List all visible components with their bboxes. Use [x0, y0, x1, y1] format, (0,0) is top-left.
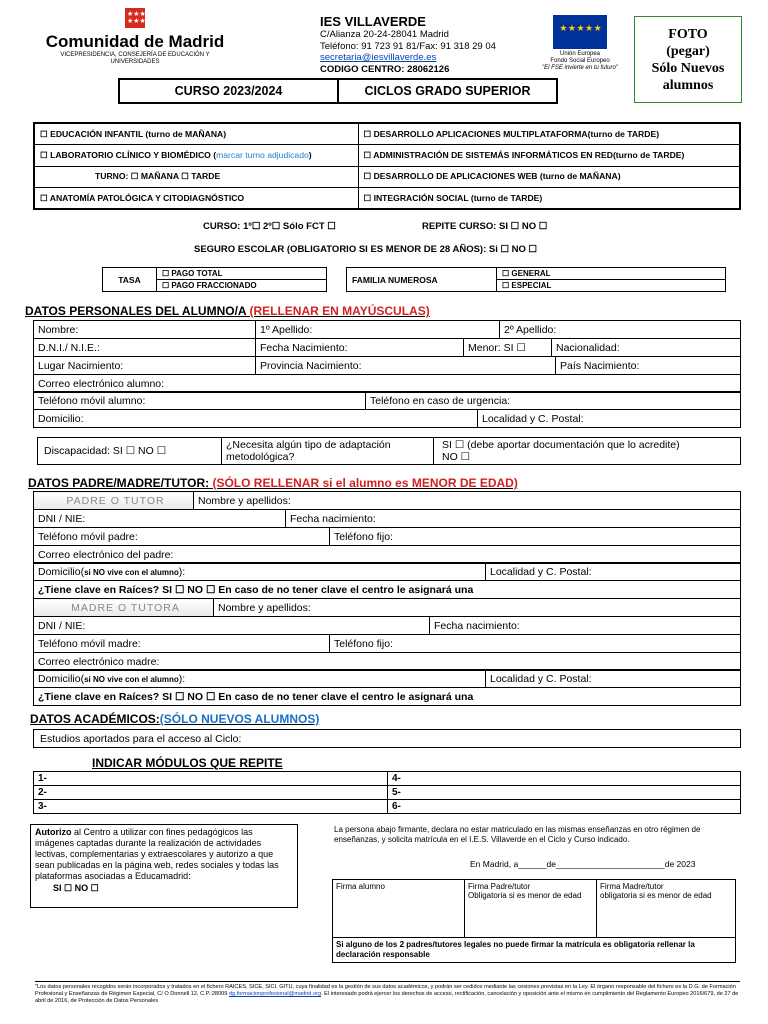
modulo-field[interactable]: 4- — [388, 772, 741, 786]
adaptacion-options[interactable] — [434, 438, 741, 465]
photo-line: (pegar) — [666, 44, 710, 59]
firma-madre-label: Firma Madre/tutor — [600, 882, 664, 891]
madre-table — [33, 616, 741, 635]
domicilio-note: si NO vive con el alumno — [84, 674, 179, 684]
madre-table — [33, 687, 741, 706]
madre-dni-field[interactable]: DNI / NIE: — [34, 617, 430, 635]
tasa-label: TASA — [103, 268, 157, 292]
general-option[interactable]: ☐ GENERAL — [497, 268, 726, 280]
domicilio-label: Domicilio( — [38, 565, 85, 578]
madre-nombre-field[interactable]: Nombre y apellidos: — [214, 599, 741, 617]
image-consent-box — [30, 824, 298, 908]
madrid-flag-icon: ★★★ ★★★★ — [125, 8, 145, 28]
center-code: CODIGO CENTRO: 28062126 — [320, 63, 450, 75]
firma-padre-label: Firma Padre/tutor — [468, 882, 531, 891]
modulo-field[interactable]: 6- — [388, 800, 741, 814]
domicilio-label: Domicilio( — [38, 672, 85, 685]
photo-line: Sólo Nuevos — [651, 61, 725, 76]
domicilio-label: ): — [178, 565, 186, 578]
section-title-text: DATOS PERSONALES DEL ALUMNO/A — [25, 304, 250, 318]
apellido1-field[interactable]: 1º Apellido: — [256, 321, 500, 339]
pago-fraccionado-option[interactable]: ☐ PAGO FRACCIONADO — [157, 280, 327, 292]
footer-text: "Los datos personales recogidos serán incorporados y tratados en el fichero RAICES, SICE, SICI, GITU, cuya finalidad es la gestión de sus datos académicos, y podrán ser cedidos mediante las cesiones previstas en la Ley. El órgano responsable del fichero es la D.G. de Formación Profesional y Enseñanzas de Régimen Especial, C/ O Donnell 12, C.P.:28009 — [35, 984, 736, 997]
program-option[interactable]: ☐ INTEGRACIÓN SOCIAL (turno de TARDE) — [358, 188, 740, 210]
firma-padre-note: Obligatoria si es menor de edad — [468, 891, 582, 900]
padre-correo-field[interactable]: Correo electrónico del padre: — [34, 546, 741, 564]
eu-flag-icon: ★ ★ ★ ★ ★ — [553, 15, 607, 49]
firma-alumno-box[interactable] — [333, 880, 465, 938]
madre-fijo-field[interactable]: Teléfono fijo: — [330, 635, 741, 653]
photo-box — [634, 16, 742, 103]
personal-section-title — [25, 304, 430, 318]
localidad-field[interactable]: Localidad y C. Postal: — [478, 410, 741, 428]
estudios-field[interactable]: Estudios aportados para el acceso al Ciclo: — [34, 730, 741, 748]
footer-privacy — [35, 981, 740, 1005]
madre-fecha-field[interactable]: Fecha nacimiento: — [430, 617, 741, 635]
padre-raices-option[interactable]: ¿Tiene clave en Raíces? SI ☐ NO ☐ En caso de no tener clave el centro le asignará una — [34, 581, 741, 599]
nacionalidad-field[interactable]: Nacionalidad: — [552, 339, 741, 357]
program-option[interactable]: ☐ DESARROLLO DE APLICACIONES WEB (turno de MAÑANA) — [358, 166, 740, 188]
declaration-text: La persona abajo firmante, declara no estar matriculado en las mismas enseñanzas en otro régimen de enseñanzas, y solicita matrícula en el I.E.S. Villaverde en el Ciclo y Curso indicado. — [334, 825, 701, 844]
section-title-note: (SÓLO RELLENAR si el alumno es MENOR DE EDAD) — [212, 476, 518, 490]
photo-line: alumnos — [662, 78, 714, 93]
consent-text: al Centro a utilizar con fines pedagógicos las imágenes captadas durante la realización de actividades lectivas, complementarias y extraescolares y autorizo a que sean publicadas en la página web, redes sociales y todas las plataformas asociadas a Educamadrid: — [35, 827, 279, 881]
especial-option[interactable]: ☐ ESPECIAL — [497, 280, 726, 292]
movil-field[interactable]: Teléfono móvil alumno: — [34, 392, 366, 410]
program-option[interactable] — [34, 145, 358, 167]
nombre-field[interactable]: Nombre: — [34, 321, 256, 339]
firma-madre-note: obligatoria si es menor de edad — [600, 891, 712, 900]
adaptacion-si[interactable]: SI ☐ (debe aportar documentación que lo acredite) — [442, 439, 680, 451]
curso-options[interactable]: CURSO: 1º☐ 2º☐ Sólo FCT ☐ — [203, 221, 336, 232]
personal-table — [33, 338, 741, 357]
cycle-level: CICLOS GRADO SUPERIOR — [337, 80, 556, 102]
school-info — [320, 14, 540, 75]
modulo-field[interactable]: 5- — [388, 786, 741, 800]
lugar-field[interactable]: Lugar Nacimiento: — [34, 357, 256, 375]
personal-table — [33, 409, 741, 428]
adaptacion-question: ¿Necesita algún tipo de adaptación metodológica? — [222, 438, 434, 465]
program-label: ) — [308, 149, 312, 160]
eu-logo — [540, 15, 620, 72]
familia-label: FAMILIA NUMEROSA — [347, 268, 497, 292]
section-title-text: DATOS PADRE/MADRE/TUTOR — [28, 476, 206, 490]
personal-table — [33, 391, 741, 410]
modulo-field[interactable]: 2- — [34, 786, 388, 800]
parents-section-title — [28, 476, 518, 490]
modulos-title: INDICAR MÓDULOS QUE REPITE — [92, 756, 283, 770]
section-title-text: DATOS ACADÉMICOS: — [30, 712, 160, 726]
fecha-nac-field[interactable]: Fecha Nacimiento: — [256, 339, 464, 357]
tasa-gap — [327, 268, 347, 292]
school-email-link[interactable]: secretaria@iesvillaverde.es — [320, 52, 437, 63]
modulo-field[interactable]: 1- — [34, 772, 388, 786]
menor-option[interactable]: Menor: SI ☐ — [464, 339, 552, 357]
programs-table — [33, 122, 741, 210]
madre-correo-field[interactable]: Correo electrónico madre: — [34, 653, 741, 671]
school-name: IES VILLAVERDE — [320, 14, 426, 29]
consent-options[interactable]: SI ☐ NO ☐ — [53, 883, 99, 893]
madre-movil-field[interactable]: Teléfono móvil madre: — [34, 635, 330, 653]
program-option[interactable]: ☐ EDUCACIÓN INFANTIL (turno de MAÑANA) — [34, 123, 358, 145]
padre-domicilio-field[interactable] — [34, 563, 486, 581]
discapacidad-option[interactable]: Discapacidad: SI ☐ NO ☐ — [38, 438, 222, 465]
padre-table — [33, 509, 741, 528]
apellido2-field[interactable]: 2º Apellido: — [500, 321, 741, 339]
program-option[interactable]: ☐ ANATOMÍA PATOLÓGICA Y CITODIAGNÓSTICO — [34, 188, 358, 210]
madre-table — [33, 598, 741, 617]
padre-table — [33, 580, 741, 599]
madre-domicilio-field[interactable] — [34, 670, 486, 688]
school-address: C/Alianza 20-24-28041 Madrid — [320, 29, 449, 40]
firma-padre-box[interactable] — [465, 880, 597, 938]
pais-field[interactable]: País Nacimiento: — [556, 357, 741, 375]
tasa-table — [102, 267, 726, 292]
padre-table — [33, 527, 741, 546]
photo-line: FOTO — [668, 27, 708, 42]
padre-localidad-field[interactable]: Localidad y C. Postal: — [486, 563, 741, 581]
padre-nombre-field[interactable]: Nombre y apellidos: — [194, 492, 741, 510]
madre-table — [33, 669, 741, 688]
personal-table — [33, 356, 741, 375]
madre-raices-option[interactable]: ¿Tiene clave en Raíces? SI ☐ NO ☐ En caso de no tener clave el centro le asignará una — [34, 688, 741, 706]
shift-option[interactable]: TURNO: ☐ MAÑANA ☐ TARDE — [34, 166, 358, 188]
section-title-colon: : — [205, 476, 213, 490]
repite-options[interactable]: REPITE CURSO: SI ☐ NO ☐ — [422, 221, 548, 232]
domicilio-label: ): — [178, 672, 186, 685]
adaptacion-no[interactable]: NO ☐ — [442, 451, 471, 463]
section-title-note: (SÓLO NUEVOS ALUMNOS) — [159, 712, 320, 726]
program-option[interactable]: ☐ ADMINISTRACIÓN DE SISTEMÁS INFORMÁTICOS EN RED(turno de TARDE) — [358, 145, 740, 167]
comunidad-madrid-logo — [30, 8, 240, 78]
provincia-field[interactable]: Provincia Nacimiento: — [256, 357, 556, 375]
correo-field[interactable]: Correo electrónico alumno: — [34, 375, 741, 393]
modulos-table — [33, 771, 741, 814]
personal-table — [33, 320, 741, 339]
padre-fecha-field[interactable]: Fecha nacimiento: — [286, 510, 741, 528]
domicilio-note: si NO vive con el alumno — [84, 567, 179, 577]
padre-label: PADRE O TUTOR — [34, 492, 194, 510]
discapacidad-table — [37, 437, 741, 465]
course-year: CURSO 2023/2024 — [174, 84, 283, 98]
section-title-note: (RELLENAR EN MAYÚSCULAS) — [249, 304, 430, 318]
school-phone: Teléfono: 91 723 91 81/Fax: 91 318 29 04 — [320, 40, 496, 52]
urgencia-field[interactable]: Teléfono en caso de urgencia: — [366, 392, 741, 410]
date-line[interactable]: En Madrid, a______de_______________________de 2023 — [470, 859, 696, 869]
madre-label: MADRE O TUTORA — [34, 599, 214, 617]
signature-table — [332, 879, 736, 963]
padre-dni-field[interactable]: DNI / NIE: — [34, 510, 286, 528]
eu-motto: "El FSE invierte en tu futuro" — [542, 65, 618, 71]
firma-alumno-label: Firma alumno — [336, 882, 385, 891]
org-subtitle: VICEPRESIDENCIA, CONSEJERÍA DE EDUCACIÓN Y UNIVERSIDADES — [60, 52, 210, 65]
footer-email-link[interactable]: dg.formacionprofesional@madrid.org — [228, 991, 322, 997]
estudios-table — [33, 729, 741, 748]
padre-fijo-field[interactable]: Teléfono fijo: — [330, 528, 741, 546]
modulo-field[interactable]: 3- — [34, 800, 388, 814]
footer-text: . El interesado podrá ejercer los derechos de acceso, rectificación, cancelación y oposición ante el mismo en cumplimiento del Reglamento Europeo 2016/679, de 27 de abril de 2016, de Protección de Datos Personales — [35, 991, 739, 1004]
firma-warning: Si alguno de los 2 padres/tutores legales no puede firmar la matrícula es obligatoria rellenar la declaración responsable — [333, 938, 736, 963]
consent-bold: Autorizo — [35, 827, 72, 837]
domicilio-field[interactable]: Domicilio: — [34, 410, 478, 428]
course-bar — [118, 78, 558, 104]
madre-table — [33, 634, 741, 653]
eu-fund: Fondo Social Europeo — [550, 58, 610, 64]
padre-table — [33, 491, 741, 510]
seguro-options[interactable]: SEGURO ESCOLAR (OBLIGATORIO SI ES MENOR DE 28 AÑOS): Si ☐ NO ☐ — [194, 244, 538, 255]
academic-section-title — [30, 712, 319, 726]
madre-localidad-field[interactable]: Localidad y C. Postal: — [486, 670, 741, 688]
dni-field[interactable]: D.N.I./ N.I.E.: — [34, 339, 256, 357]
program-option[interactable]: ☐ DESARROLLO APLICACIONES MULTIPLATAFORMA(turno de TARDE) — [358, 123, 740, 145]
org-name: Comunidad de Madrid — [45, 32, 225, 51]
program-note: marcar turno adjudicado — [216, 149, 309, 160]
eu-name: Unión Europea — [559, 51, 601, 57]
firma-madre-box[interactable] — [597, 880, 736, 938]
pago-total-option[interactable]: ☐ PAGO TOTAL — [157, 268, 327, 280]
padre-movil-field[interactable]: Teléfono móvil padre: — [34, 528, 330, 546]
padre-table — [33, 562, 741, 581]
program-label: ☐ LABORATORIO CLÍNICO Y BIOMÉDICO ( — [40, 149, 217, 160]
